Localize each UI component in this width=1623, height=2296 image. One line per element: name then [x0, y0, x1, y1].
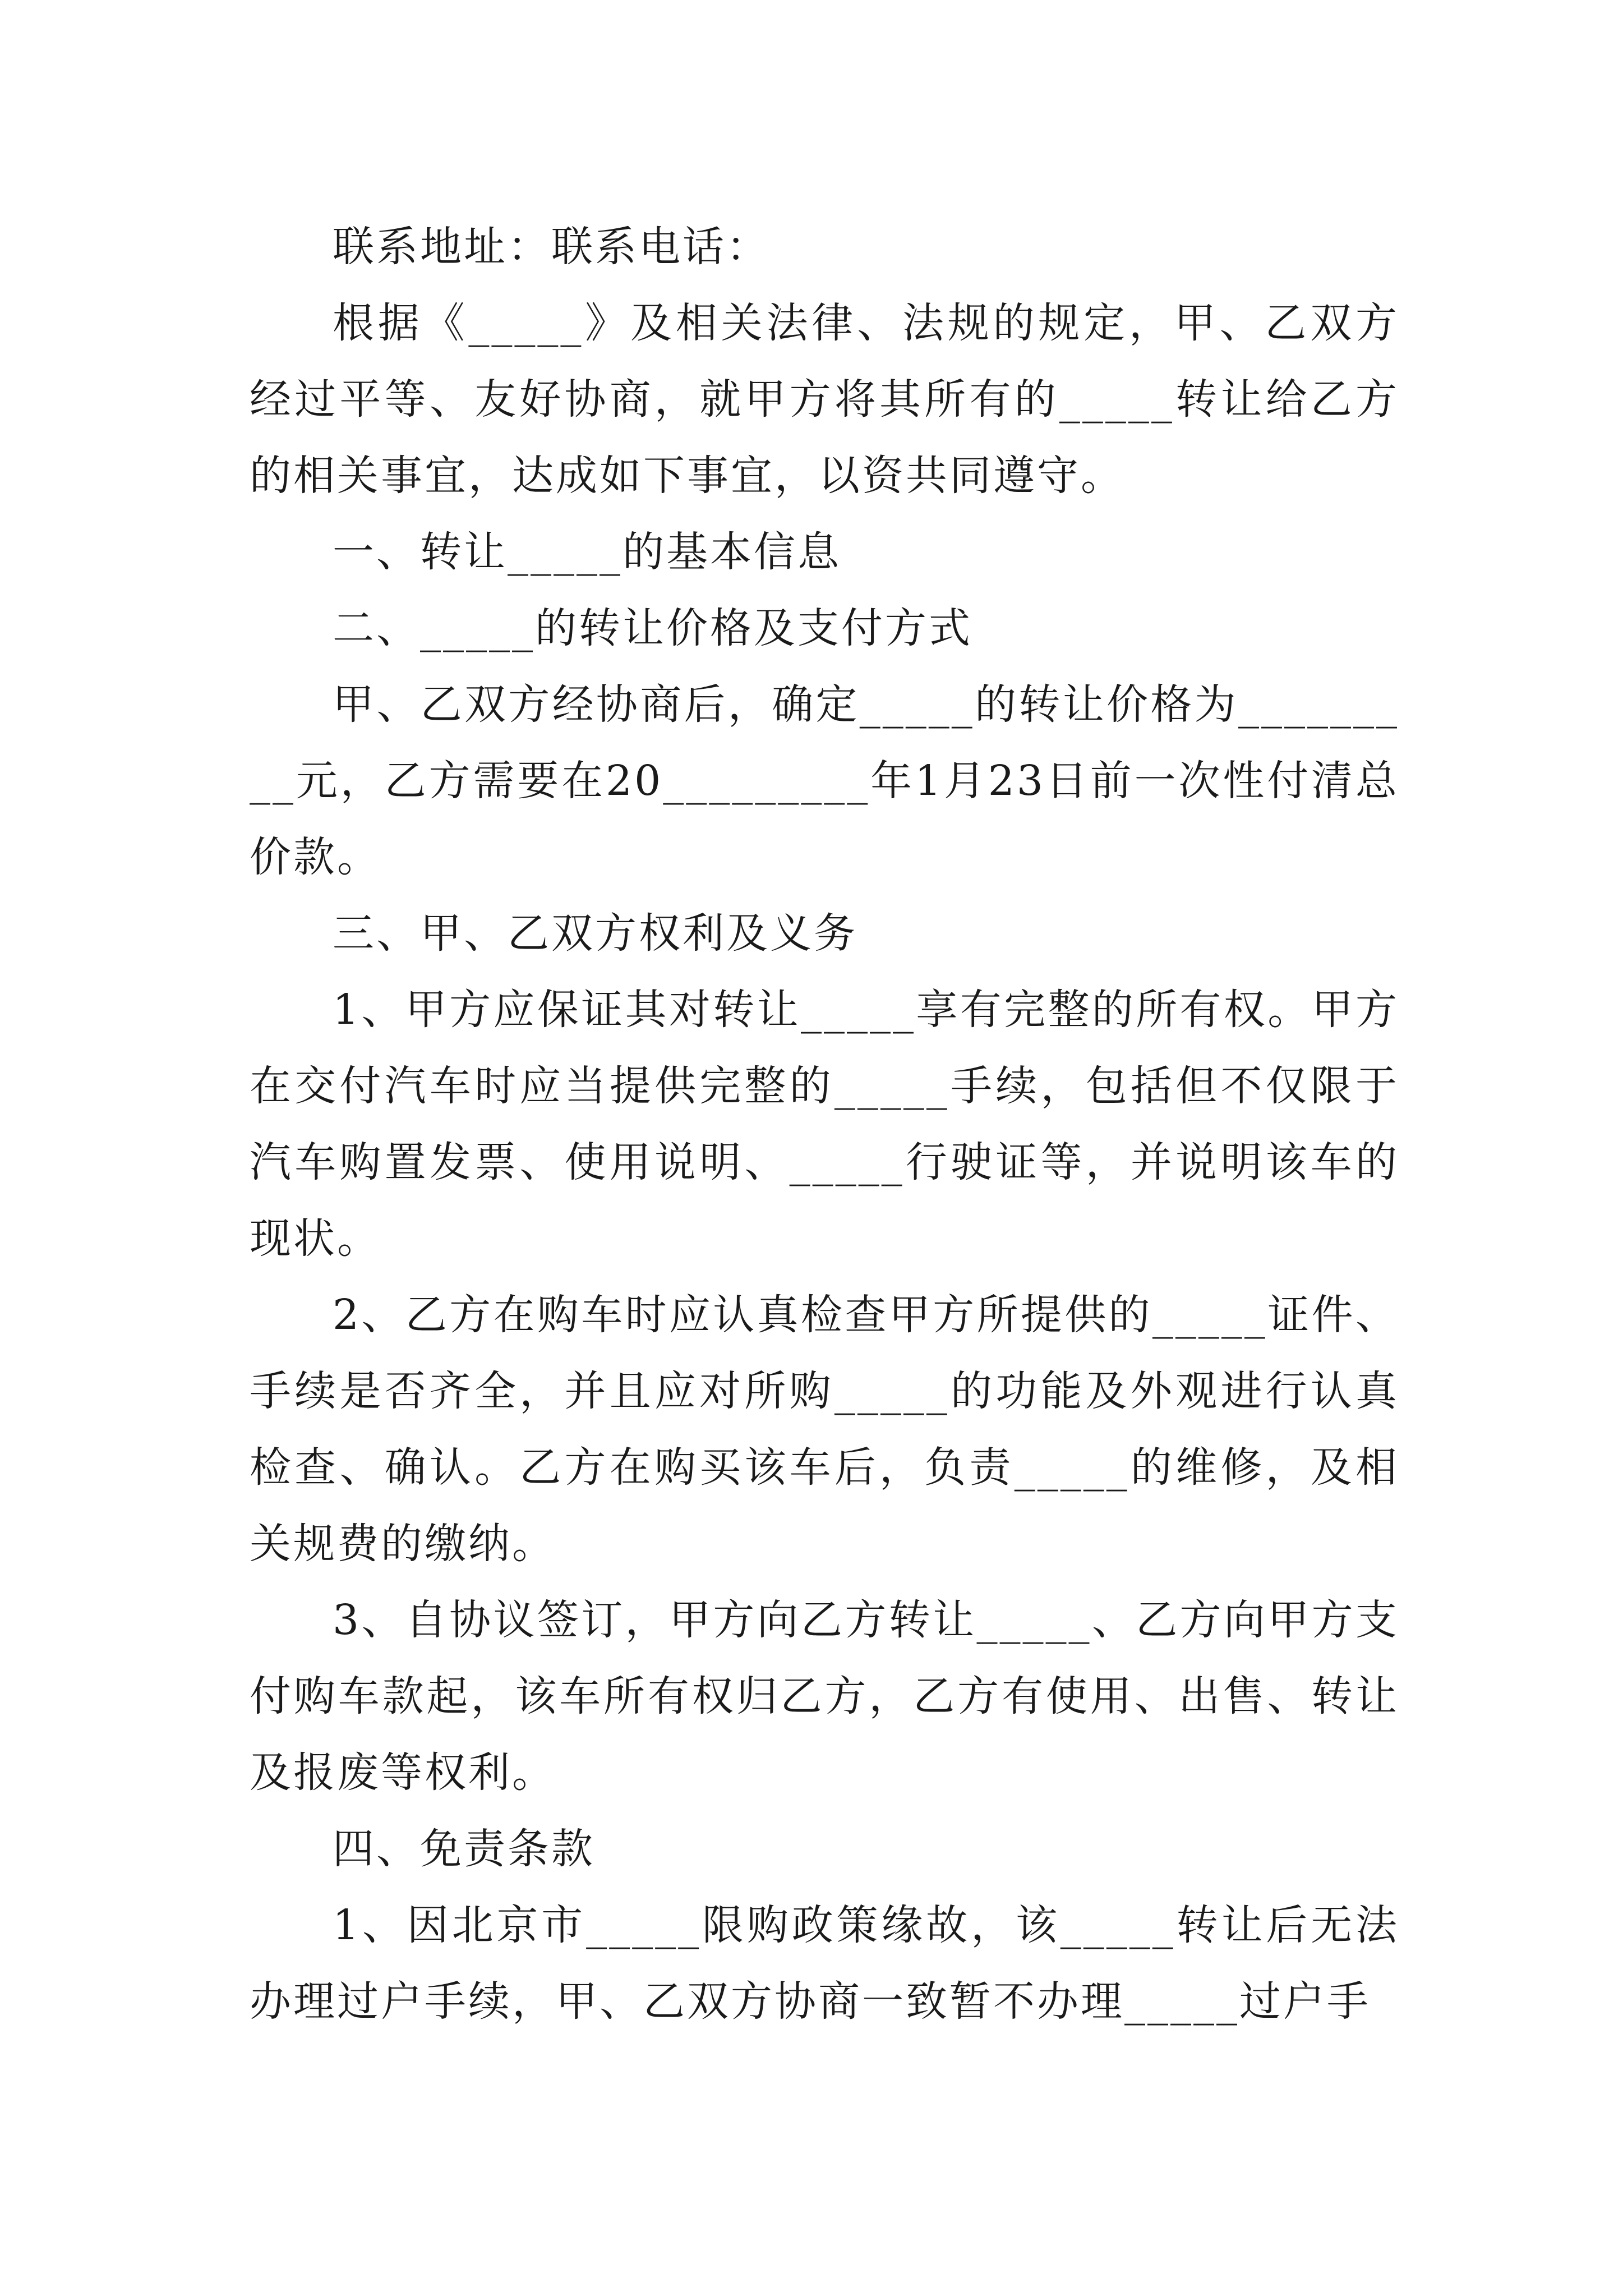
clause-3-1: 1、甲方应保证其对转让_____享有完整的所有权。甲方在交付汽车时应当提供完整的_____手续，包括但不仅限于汽车购置发票、使用说明、_____行驶证等，并说明该车的现状。: [250, 986, 1399, 1263]
clause-4-1: 1、因北京市_____限购政策缘故，该_____转让后无法办理过户手续，甲、乙双方协商一致暂不办理_____过户手: [250, 1901, 1399, 2026]
section-1-heading: 一、转让_____的基本信息: [333, 528, 841, 576]
section-3-heading: 三、甲、乙双方权利及义务: [333, 909, 857, 958]
price-paragraph: 甲、乙双方经协商后，确定_____的转让价格为_________元，乙方需要在20_________年1月23日前一次性付清总价款。: [250, 680, 1399, 881]
contact-line: 联系地址：联系电话：: [333, 223, 770, 271]
section-4-heading: 四、免责条款: [333, 1825, 595, 1873]
clause-3-2: 2、乙方在购车时应认真检查甲方所提供的_____证件、手续是否齐全，并且应对所购_____的功能及外观进行认真检查、确认。乙方在购买该车后，负责_____的维修，及相关规费的缴纳。: [250, 1291, 1399, 1568]
document-body: [250, 209, 1399, 2040]
preamble-paragraph: 根据《_____》及相关法律、法规的规定，甲、乙双方经过平等、友好协商，就甲方将其所有的_____转让给乙方的相关事宜，达成如下事宜，以资共同遵守。: [250, 299, 1399, 500]
clause-3-3: 3、自协议签订，甲方向乙方转让_____、乙方向甲方支付购车款起，该车所有权归乙方，乙方有使用、出售、转让及报废等权利。: [250, 1596, 1399, 1797]
section-2-heading: 二、_____的转让价格及支付方式: [333, 604, 972, 652]
